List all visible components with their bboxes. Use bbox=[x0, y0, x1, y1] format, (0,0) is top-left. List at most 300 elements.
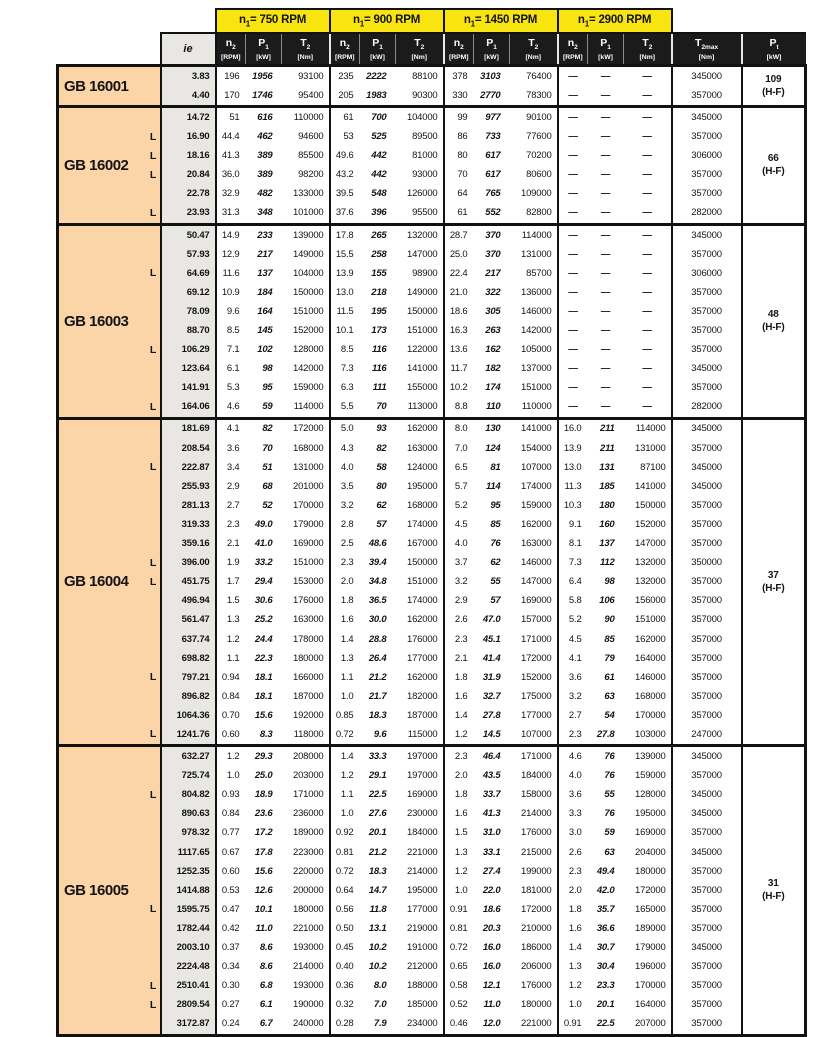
p1-value: 68 bbox=[246, 477, 282, 496]
n2-value: 44.4 bbox=[216, 127, 246, 146]
n2-value: 31.3 bbox=[216, 204, 246, 225]
t2-value: 230000 bbox=[396, 805, 444, 824]
t2-value: — bbox=[624, 321, 672, 340]
n2-value: 4.0 bbox=[558, 766, 588, 785]
t2-value: 162000 bbox=[396, 668, 444, 687]
section-gb-16005 bbox=[58, 746, 806, 1035]
p1-value: 22.3 bbox=[246, 649, 282, 668]
table-row bbox=[58, 283, 806, 302]
n2-value: 0.34 bbox=[216, 957, 246, 976]
t2-value: 81000 bbox=[396, 146, 444, 165]
t2max-value: 357000 bbox=[672, 496, 742, 515]
t2-value: 167000 bbox=[396, 534, 444, 553]
n2-value: 2.3 bbox=[330, 553, 360, 572]
p1-value: — bbox=[588, 66, 624, 87]
p1-value: 2222 bbox=[360, 66, 396, 87]
p1-value: 12.1 bbox=[474, 976, 510, 995]
t2-value: — bbox=[624, 264, 672, 283]
t2-value: 221000 bbox=[396, 843, 444, 862]
p1-value: 12.6 bbox=[246, 881, 282, 900]
p1-value: 617 bbox=[474, 165, 510, 184]
t2max-value: 345000 bbox=[672, 66, 742, 87]
n2-value: 1.4 bbox=[444, 706, 474, 725]
ie-value: 69.12 bbox=[161, 283, 216, 302]
ie-value: 22.78 bbox=[161, 185, 216, 204]
p1-value: 548 bbox=[360, 185, 396, 204]
header-spacer-gb bbox=[58, 33, 161, 66]
t2-value: 204000 bbox=[624, 843, 672, 862]
n2-value: 0.42 bbox=[216, 919, 246, 938]
t2max-value: 247000 bbox=[672, 725, 742, 746]
t2-value: 181000 bbox=[510, 881, 558, 900]
t2-value: 147000 bbox=[396, 245, 444, 264]
t2-value: 189000 bbox=[282, 824, 330, 843]
p1-value: 265 bbox=[360, 224, 396, 245]
table-row bbox=[58, 746, 806, 767]
t2-value: 174000 bbox=[510, 477, 558, 496]
t2-value: 171000 bbox=[510, 630, 558, 649]
p1-value: 59 bbox=[246, 398, 282, 419]
n2-value: 0.56 bbox=[330, 900, 360, 919]
ie-value: 1117.65 bbox=[161, 843, 216, 862]
n2-value: 4.6 bbox=[558, 746, 588, 767]
l-marker bbox=[147, 107, 161, 128]
n2-value: 1.0 bbox=[216, 766, 246, 785]
t2-value: 151000 bbox=[396, 572, 444, 591]
l-marker: L bbox=[147, 976, 161, 995]
header-spacer-right bbox=[672, 9, 806, 33]
table-row bbox=[58, 668, 806, 687]
t2-value: 93100 bbox=[282, 66, 330, 87]
p1-value: 396 bbox=[360, 204, 396, 225]
t2-value: 169000 bbox=[282, 534, 330, 553]
ie-value: 2809.54 bbox=[161, 996, 216, 1015]
table-row bbox=[58, 900, 806, 919]
t2-value: 104000 bbox=[282, 264, 330, 283]
p1-value: 11.8 bbox=[360, 900, 396, 919]
n2-value: 13.0 bbox=[330, 283, 360, 302]
p1-value: 30.4 bbox=[588, 957, 624, 976]
t2-value: 162000 bbox=[396, 611, 444, 630]
p1-value: 36.5 bbox=[360, 592, 396, 611]
n2-value: 18.6 bbox=[444, 302, 474, 321]
p1-value: 33.3 bbox=[360, 746, 396, 767]
p1-value: 9.6 bbox=[360, 725, 396, 746]
n2-value: 3.5 bbox=[330, 477, 360, 496]
t2-value: 163000 bbox=[282, 611, 330, 630]
p1-value: 90 bbox=[588, 611, 624, 630]
t2-value: 180000 bbox=[510, 996, 558, 1015]
t2-value: 164000 bbox=[624, 649, 672, 668]
p1-value: 33.2 bbox=[246, 553, 282, 572]
n2-value: — bbox=[558, 264, 588, 283]
p1-value: 27.8 bbox=[588, 725, 624, 746]
p1-value: 76 bbox=[588, 746, 624, 767]
p1-value: 14.7 bbox=[360, 881, 396, 900]
t2-value: 90100 bbox=[510, 107, 558, 128]
table-row bbox=[58, 649, 806, 668]
t2max-value: 357000 bbox=[672, 919, 742, 938]
l-marker bbox=[147, 592, 161, 611]
l-marker bbox=[147, 534, 161, 553]
n2-value: 2.3 bbox=[444, 630, 474, 649]
p1-value: 51 bbox=[246, 458, 282, 477]
t2-value: 197000 bbox=[396, 746, 444, 767]
n2-value: 0.53 bbox=[216, 881, 246, 900]
n2-value: 9.6 bbox=[216, 302, 246, 321]
ie-value: 141.91 bbox=[161, 379, 216, 398]
n2-value: 1.2 bbox=[558, 976, 588, 995]
n2-value: 7.3 bbox=[558, 553, 588, 572]
n2-value: 1.0 bbox=[444, 881, 474, 900]
t2-value: 157000 bbox=[510, 611, 558, 630]
p1-value: 34.8 bbox=[360, 572, 396, 591]
n2-value: 12.9 bbox=[216, 245, 246, 264]
table-row bbox=[58, 687, 806, 706]
n2-value: 61 bbox=[330, 107, 360, 128]
p1-value: 18.1 bbox=[246, 668, 282, 687]
p1-value: 62 bbox=[474, 553, 510, 572]
t2-value: 193000 bbox=[282, 976, 330, 995]
t2max-value: 357000 bbox=[672, 611, 742, 630]
p1-value: 110 bbox=[474, 398, 510, 419]
p1-value: 616 bbox=[246, 107, 282, 128]
ie-value: 359.16 bbox=[161, 534, 216, 553]
p1-value: — bbox=[588, 398, 624, 419]
p1-value: 41.0 bbox=[246, 534, 282, 553]
n2-value: 0.60 bbox=[216, 725, 246, 746]
t2-value: 177000 bbox=[510, 706, 558, 725]
n2-value: 170 bbox=[216, 86, 246, 107]
ie-value: 208.54 bbox=[161, 439, 216, 458]
t2-value: 150000 bbox=[624, 496, 672, 515]
l-marker: L bbox=[147, 165, 161, 184]
n2-value: 41.3 bbox=[216, 146, 246, 165]
ie-value: 1414.88 bbox=[161, 881, 216, 900]
t2-value: 139000 bbox=[624, 746, 672, 767]
n2-value: 0.84 bbox=[216, 805, 246, 824]
col-header-p1: $P_1$ [kW] bbox=[474, 33, 510, 66]
t2-value: 150000 bbox=[396, 553, 444, 572]
l-marker: L bbox=[147, 204, 161, 225]
l-marker bbox=[147, 630, 161, 649]
n2-value: 1.2 bbox=[216, 630, 246, 649]
t2-value: 174000 bbox=[396, 515, 444, 534]
p1-value: 211 bbox=[588, 418, 624, 439]
p1-value: 33.7 bbox=[474, 785, 510, 804]
t2-value: 188000 bbox=[396, 976, 444, 995]
l-marker: L bbox=[147, 572, 161, 591]
p1-value: 160 bbox=[588, 515, 624, 534]
l-marker bbox=[147, 938, 161, 957]
l-marker: L bbox=[147, 785, 161, 804]
t2-value: 169000 bbox=[510, 592, 558, 611]
t2-value: 109000 bbox=[510, 185, 558, 204]
p1-value: 389 bbox=[246, 146, 282, 165]
t2-value: 192000 bbox=[282, 706, 330, 725]
table-row bbox=[58, 725, 806, 746]
ie-value: 1241.76 bbox=[161, 725, 216, 746]
t2-value: 89500 bbox=[396, 127, 444, 146]
p1-value: 20.1 bbox=[360, 824, 396, 843]
ie-value: 14.72 bbox=[161, 107, 216, 128]
n2-value: 0.91 bbox=[444, 900, 474, 919]
t2max-value: 345000 bbox=[672, 938, 742, 957]
t2-value: 76400 bbox=[510, 66, 558, 87]
t2-value: 128000 bbox=[282, 340, 330, 359]
section-gb-16002 bbox=[58, 107, 806, 225]
p1-value: 217 bbox=[474, 264, 510, 283]
p1-value: 17.2 bbox=[246, 824, 282, 843]
p1-value: — bbox=[588, 146, 624, 165]
t2-value: 90300 bbox=[396, 86, 444, 107]
t2max-value: 345000 bbox=[672, 107, 742, 128]
p1-value: 95 bbox=[246, 379, 282, 398]
col-header-n2: $n_2$ [RPM] bbox=[444, 33, 474, 66]
section-gb-16003 bbox=[58, 224, 806, 418]
t2-value: 197000 bbox=[396, 766, 444, 785]
p1-value: 30.0 bbox=[360, 611, 396, 630]
t2-value: 162000 bbox=[624, 630, 672, 649]
l-marker bbox=[147, 649, 161, 668]
t2-value: 169000 bbox=[396, 785, 444, 804]
l-marker bbox=[147, 687, 161, 706]
n2-value: 2.3 bbox=[216, 515, 246, 534]
t2-value: 142000 bbox=[282, 359, 330, 378]
t2max-value: 357000 bbox=[672, 86, 742, 107]
t2max-value: 345000 bbox=[672, 785, 742, 804]
n2-value: — bbox=[558, 398, 588, 419]
ie-value: 2510.41 bbox=[161, 976, 216, 995]
n2-value: 2.3 bbox=[558, 862, 588, 881]
table-row bbox=[58, 534, 806, 553]
n2-value: — bbox=[558, 146, 588, 165]
p1-value: 114 bbox=[474, 477, 510, 496]
n2-value: — bbox=[558, 224, 588, 245]
table-row bbox=[58, 862, 806, 881]
ie-value: 637.74 bbox=[161, 630, 216, 649]
table-row bbox=[58, 766, 806, 785]
n2-value: 0.72 bbox=[444, 938, 474, 957]
n2-value: — bbox=[558, 185, 588, 204]
l-marker: L bbox=[147, 725, 161, 746]
n2-value: 1.4 bbox=[330, 746, 360, 767]
n2-value: 0.46 bbox=[444, 1015, 474, 1036]
p1-value: 370 bbox=[474, 224, 510, 245]
t2-value: 195000 bbox=[624, 805, 672, 824]
p1-value: 348 bbox=[246, 204, 282, 225]
p1-value: 49.4 bbox=[588, 862, 624, 881]
t2-value: 177000 bbox=[396, 900, 444, 919]
t2max-value: 357000 bbox=[672, 630, 742, 649]
col-header-n2: $n_2$ [RPM] bbox=[558, 33, 588, 66]
p1-value: 162 bbox=[474, 340, 510, 359]
p1-value: 82 bbox=[360, 439, 396, 458]
p1-value: 41.3 bbox=[474, 805, 510, 824]
l-marker bbox=[147, 862, 161, 881]
l-marker bbox=[147, 185, 161, 204]
n2-value: 330 bbox=[444, 86, 474, 107]
t2-value: 149000 bbox=[396, 283, 444, 302]
table-row bbox=[58, 439, 806, 458]
t2max-value: 357000 bbox=[672, 881, 742, 900]
rpm-banner-1450: $n_1= 1450$ RPM bbox=[444, 9, 558, 33]
col-header-t2: $T_2$ [Nm] bbox=[624, 33, 672, 66]
p1-value: 48.6 bbox=[360, 534, 396, 553]
n2-value: 13.6 bbox=[444, 340, 474, 359]
p1-value: — bbox=[588, 264, 624, 283]
p1-value: 45.1 bbox=[474, 630, 510, 649]
t2-value: 122000 bbox=[396, 340, 444, 359]
l-marker bbox=[147, 418, 161, 439]
n2-value: 4.3 bbox=[330, 439, 360, 458]
n2-value: 1.3 bbox=[216, 611, 246, 630]
t2-value: 146000 bbox=[624, 668, 672, 687]
l-marker: L bbox=[147, 900, 161, 919]
t2-value: 172000 bbox=[624, 881, 672, 900]
n2-value: 2.3 bbox=[444, 746, 474, 767]
t2-value: 187000 bbox=[396, 706, 444, 725]
t2-value: 171000 bbox=[282, 785, 330, 804]
table-row bbox=[58, 572, 806, 591]
n2-value: 1.8 bbox=[558, 900, 588, 919]
l-marker: L bbox=[147, 398, 161, 419]
l-marker bbox=[147, 302, 161, 321]
t2-value: 223000 bbox=[282, 843, 330, 862]
p1-value: 322 bbox=[474, 283, 510, 302]
t2-value: 152000 bbox=[282, 321, 330, 340]
p1-value: 8.0 bbox=[360, 976, 396, 995]
t2-value: 77600 bbox=[510, 127, 558, 146]
n2-value: 2.1 bbox=[216, 534, 246, 553]
n2-value: 2.0 bbox=[444, 766, 474, 785]
p1-value: 765 bbox=[474, 185, 510, 204]
t2-value: 163000 bbox=[510, 534, 558, 553]
n2-value: 1.2 bbox=[216, 746, 246, 767]
p1-value: 36.6 bbox=[588, 919, 624, 938]
n2-value: 1.9 bbox=[216, 553, 246, 572]
p1-value: 25.2 bbox=[246, 611, 282, 630]
col-header-t2max: $T_{2max}$ [Nm] bbox=[672, 33, 742, 66]
t2-value: 203000 bbox=[282, 766, 330, 785]
p1-value: 389 bbox=[246, 165, 282, 184]
gear-ratings-table bbox=[56, 8, 807, 1037]
t2-value: — bbox=[624, 398, 672, 419]
t2-value: 200000 bbox=[282, 881, 330, 900]
t2-value: 131000 bbox=[282, 458, 330, 477]
t2max-value: 357000 bbox=[672, 592, 742, 611]
p1-value: 22.5 bbox=[588, 1015, 624, 1036]
t2-value: 176000 bbox=[510, 824, 558, 843]
n2-value: 3.6 bbox=[216, 439, 246, 458]
n2-value: 0.94 bbox=[216, 668, 246, 687]
n2-value: 0.72 bbox=[330, 725, 360, 746]
t2-value: 195000 bbox=[396, 477, 444, 496]
p1-value: 27.8 bbox=[474, 706, 510, 725]
p1-value: 54 bbox=[588, 706, 624, 725]
t2-value: 214000 bbox=[282, 957, 330, 976]
p1-value: 70 bbox=[360, 398, 396, 419]
t2-value: 132000 bbox=[624, 553, 672, 572]
n2-value: 1.6 bbox=[330, 611, 360, 630]
p1-value: 102 bbox=[246, 340, 282, 359]
t2-value: 179000 bbox=[624, 938, 672, 957]
n2-value: 3.2 bbox=[330, 496, 360, 515]
p1-value: 3103 bbox=[474, 66, 510, 87]
n2-value: — bbox=[558, 283, 588, 302]
n2-value: 8.1 bbox=[558, 534, 588, 553]
n2-value: 1.2 bbox=[330, 766, 360, 785]
n2-value: 16.0 bbox=[558, 418, 588, 439]
n2-value: 5.7 bbox=[444, 477, 474, 496]
n2-value: 4.0 bbox=[444, 534, 474, 553]
p1-value: 30.6 bbox=[246, 592, 282, 611]
t2-value: 170000 bbox=[624, 706, 672, 725]
n2-value: 0.64 bbox=[330, 881, 360, 900]
n2-value: 17.8 bbox=[330, 224, 360, 245]
ie-value: 1595.75 bbox=[161, 900, 216, 919]
table-row bbox=[58, 302, 806, 321]
p1-value: 155 bbox=[360, 264, 396, 283]
n2-value: 0.50 bbox=[330, 919, 360, 938]
p1-value: — bbox=[588, 86, 624, 107]
n2-value: 0.27 bbox=[216, 996, 246, 1015]
t2-value: — bbox=[624, 283, 672, 302]
n2-value: — bbox=[558, 86, 588, 107]
p1-value: 21.2 bbox=[360, 843, 396, 862]
t2-value: 234000 bbox=[396, 1015, 444, 1036]
t2max-value: 357000 bbox=[672, 1015, 742, 1036]
p1-value: — bbox=[588, 204, 624, 225]
t2max-value: 357000 bbox=[672, 439, 742, 458]
n2-value: 32.9 bbox=[216, 185, 246, 204]
t2-value: 170000 bbox=[624, 976, 672, 995]
t2-value: 70200 bbox=[510, 146, 558, 165]
table-row bbox=[58, 938, 806, 957]
n2-value: 4.0 bbox=[330, 458, 360, 477]
t2max-value: 345000 bbox=[672, 805, 742, 824]
n2-value: 5.2 bbox=[558, 611, 588, 630]
n2-value: 28.7 bbox=[444, 224, 474, 245]
n2-value: 0.45 bbox=[330, 938, 360, 957]
t2-value: 186000 bbox=[510, 938, 558, 957]
n2-value: 1.8 bbox=[330, 592, 360, 611]
t2-value: 88100 bbox=[396, 66, 444, 87]
p1-value: 305 bbox=[474, 302, 510, 321]
t2-value: 168000 bbox=[396, 496, 444, 515]
ie-value: 396.00 bbox=[161, 553, 216, 572]
p1-value: — bbox=[588, 224, 624, 245]
p1-value: 10.1 bbox=[246, 900, 282, 919]
t2-value: 141000 bbox=[624, 477, 672, 496]
t2-value: 114000 bbox=[624, 418, 672, 439]
ie-value: 50.47 bbox=[161, 224, 216, 245]
n2-value: 80 bbox=[444, 146, 474, 165]
p1-value: 39.4 bbox=[360, 553, 396, 572]
p1-value: — bbox=[588, 127, 624, 146]
rpm-banner-750: $n_1= 750$ RPM bbox=[216, 9, 330, 33]
t2-value: 95400 bbox=[282, 86, 330, 107]
t2-value: 107000 bbox=[510, 725, 558, 746]
p1-value: 20.1 bbox=[588, 996, 624, 1015]
p1-value: 552 bbox=[474, 204, 510, 225]
n2-value: 53 bbox=[330, 127, 360, 146]
p1-value: 18.6 bbox=[474, 900, 510, 919]
n2-value: — bbox=[558, 127, 588, 146]
t2-value: 132000 bbox=[396, 224, 444, 245]
p1-value: 63 bbox=[588, 843, 624, 862]
t2max-value: 357000 bbox=[672, 165, 742, 184]
